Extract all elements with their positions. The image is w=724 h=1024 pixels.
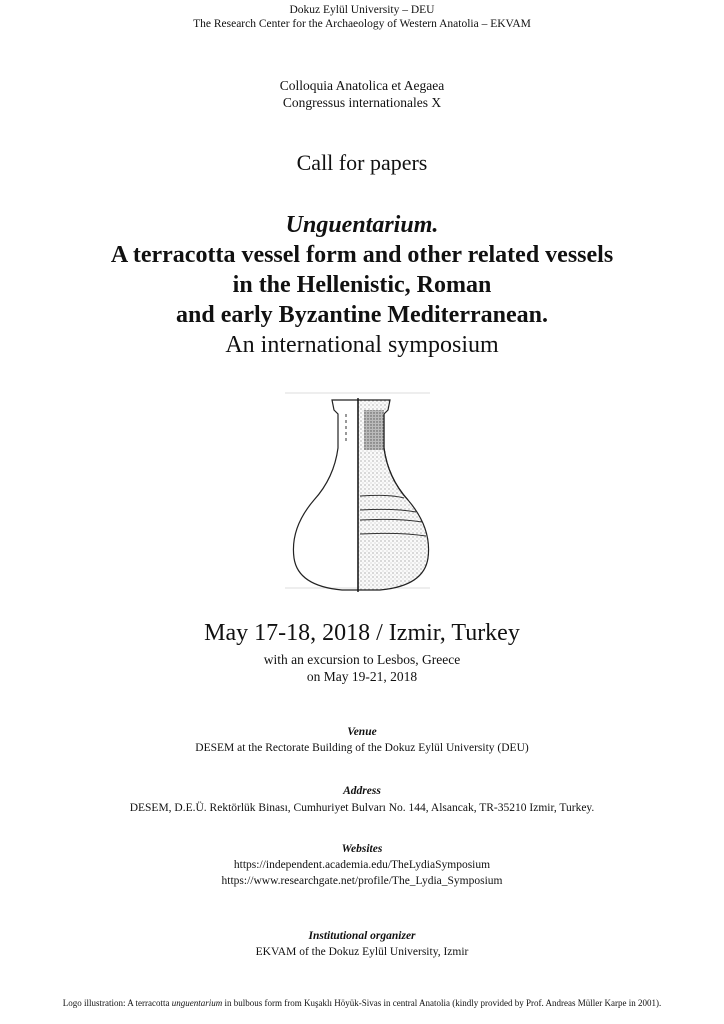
title-unguentarium xyxy=(0,210,724,240)
colloquium-series: Colloquia Anatolica et Aegaea xyxy=(279,78,445,93)
caption-italic-term: unguentarium xyxy=(171,998,223,1008)
unguentarium-vessel-drawing-icon xyxy=(280,388,440,598)
organizer-value: EKVAM of the Dokuz Eylül University, Izmir xyxy=(255,946,469,958)
website-academia-link[interactable]: https://independent.academia.edu/TheLydiaSymposium xyxy=(233,859,491,871)
websites-label: Websites xyxy=(341,843,383,855)
congressus-number: Congressus internationales X xyxy=(282,95,442,110)
research-center-name: The Research Center for the Archaeology of Western Anatolia – EKVAM xyxy=(193,18,531,30)
excursion-info: with an excursion to Lesbos, Greece xyxy=(263,652,461,667)
caption-suffix: in bulbous form from Kuşaklı Höyük-Sivas in central Anatolia (kindly provided by Prof. Andreas Müller Karpe in 2001). xyxy=(222,998,662,1008)
website-researchgate-link[interactable]: https://www.researchgate.net/profile/The_Lydia_Symposium xyxy=(221,875,503,887)
title-line-3: in the Hellenistic, Roman xyxy=(232,272,492,298)
call-for-papers-heading: Call for papers xyxy=(296,150,428,175)
university-name: Dokuz Eylül University – DEU xyxy=(289,4,435,16)
symposium-subtitle: An international symposium xyxy=(225,332,499,358)
address-label: Address xyxy=(343,785,381,797)
title-line-2: A terracotta vessel form and other related vessels xyxy=(110,242,614,268)
address-value: DESEM, D.E.Ü. Rektörlük Binası, Cumhuriyet Bulvarı No. 144, Alsancak, TR-35210 Izmir, Turkey. xyxy=(129,802,595,814)
event-date-location: May 17-18, 2018 / Izmir, Turkey xyxy=(204,620,520,646)
excursion-dates: on May 19-21, 2018 xyxy=(306,669,418,684)
organizer-label: Institutional organizer xyxy=(308,930,416,942)
title-italic-word: Unguentarium. xyxy=(285,212,439,238)
title-line-4: and early Byzantine Mediterranean. xyxy=(176,302,548,328)
caption-prefix: Logo illustration: A terracotta xyxy=(62,998,172,1008)
venue-value: DESEM at the Rectorate Building of the Dokuz Eylül University (DEU) xyxy=(195,742,529,754)
venue-label: Venue xyxy=(347,726,377,738)
illustration-caption xyxy=(0,998,724,1008)
